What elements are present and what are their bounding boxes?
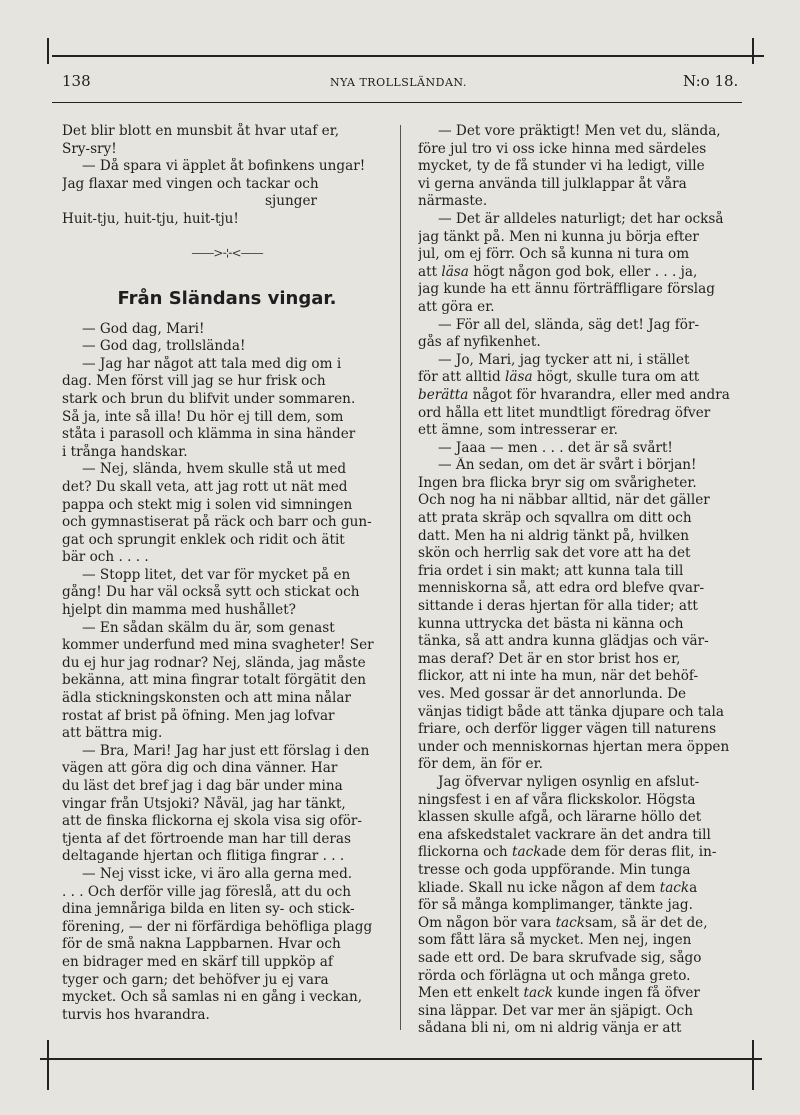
text-line: . . . Och derför ville jag föreslå, att du och bbox=[62, 883, 351, 900]
text-line: Men ett enkelt tack kunde ingen få öfver bbox=[418, 985, 700, 1002]
text-line: ves. Med gossar är det annorlunda. De bbox=[418, 686, 687, 702]
bottom-rule bbox=[40, 1058, 762, 1060]
emphasis: läsa bbox=[441, 263, 469, 280]
text-line: fria ordet i sin makt; att kunna tala till bbox=[418, 562, 684, 579]
text-line: ett ämne, som intresserar er. bbox=[418, 422, 618, 439]
text-line: turvis hos hvarandra. bbox=[62, 1006, 210, 1023]
poem-line: sjunger bbox=[265, 193, 317, 210]
text-line: tänka, så att andra kunna glädjas och vär- bbox=[418, 633, 709, 650]
text-line: ädla stickningskonsten och att mina nålar bbox=[62, 690, 351, 707]
emphasis: tack bbox=[555, 914, 586, 931]
poem-line: Huit-tju, huit-tju, huit-tju! bbox=[62, 210, 239, 227]
text-line: i trånga handskar. bbox=[62, 443, 188, 460]
text-line: — Jag har något att tala med dig om i bbox=[82, 355, 342, 372]
text-line: vi gerna använda till julklappar åt våra bbox=[418, 175, 687, 192]
text-line: att prata skräp och sqvallra om ditt och bbox=[418, 510, 692, 527]
text-line: förening, — der ni förfärdiga behöfliga plagg bbox=[62, 918, 373, 935]
text-line: — En sådan skälm du är, som genast bbox=[82, 619, 335, 636]
text-line: ord hålla ett litet mundtligt föredrag öfver bbox=[418, 404, 711, 421]
left-column-body bbox=[62, 321, 392, 1025]
text-line: jul, om ej förr. Och så kunna ni tura om bbox=[418, 246, 690, 263]
text-line: Och nog ha ni näbbar alltid, när det gäller bbox=[418, 492, 710, 509]
text-line: en bidrager med en skärf till uppköp af bbox=[62, 953, 333, 970]
text-line: vingar från Utsjoki? Nåväl, jag har tänkt, bbox=[62, 795, 346, 812]
emphasis: berätta bbox=[418, 386, 469, 403]
right-column-body bbox=[418, 123, 748, 1038]
text-line: sådana bli ni, om ni aldrig vänja er att bbox=[418, 1020, 682, 1037]
text-line: — Jaaa — men . . . det är så svårt! bbox=[438, 439, 673, 456]
text-line: för de små nakna Lappbarnen. Hvar och bbox=[62, 936, 341, 953]
text-line: sina läppar. Det var mer än sjäpigt. Och bbox=[418, 1002, 694, 1019]
header-rule bbox=[52, 102, 742, 103]
emphasis: tack bbox=[659, 879, 690, 896]
text-line: — Nej, slända, hvem skulle stå ut med bbox=[82, 461, 347, 478]
text-line: för att alltid läsa högt, skulle tura om att bbox=[418, 369, 700, 386]
issue-number: N:o 18. bbox=[683, 72, 739, 90]
text-line: mas deraf? Det är en stor brist hos er, bbox=[418, 650, 681, 667]
text-line: att de finska flickorna ej skola visa sig oför- bbox=[62, 813, 363, 830]
poem-line: Det blir blott en munsbit åt hvar utaf er, bbox=[62, 123, 340, 139]
section-ornament: ——>⊹<—— bbox=[191, 245, 263, 260]
text-line: du läst det bref jag i dag bär under mina bbox=[62, 778, 343, 794]
text-line: — Jo, Mari, jag tycker att ni, i stället bbox=[438, 351, 690, 368]
text-line: det? Du skall veta, att jag rott ut nät med bbox=[62, 478, 348, 495]
journal-title: NYA TROLLSLÄNDAN. bbox=[330, 76, 467, 89]
text-line: menniskorna så, att edra ord blefve qvar- bbox=[418, 580, 705, 597]
emphasis: tack bbox=[512, 844, 542, 861]
text-line: — Det vore präktigt! Men vet du, slända, bbox=[438, 123, 721, 139]
page-number: 138 bbox=[62, 72, 91, 90]
text-line: pappa och stekt mig i solen vid simningen bbox=[62, 496, 353, 513]
crop-mark-right-top bbox=[752, 38, 754, 64]
text-line: vänjas tidigt både att tänka djupare och tala bbox=[418, 703, 724, 720]
text-line: vägen att göra dig och dina vänner. Har bbox=[62, 760, 338, 777]
text-line: bekänna, att mina fingrar totalt förgätit den bbox=[62, 672, 367, 689]
text-line: ståta i parasoll och klämma in sina händer bbox=[62, 426, 356, 443]
text-line: — Det är alldeles naturligt; det har också bbox=[438, 210, 724, 227]
text-line: du ej hur jag rodnar? Nej, slända, jag måste bbox=[62, 654, 366, 671]
text-line: hjelpt din mamma med hushållet? bbox=[62, 602, 296, 619]
text-line: — Nej visst icke, vi äro alla gerna med. bbox=[82, 865, 353, 882]
text-line: klassen skulle afgå, och lärarne höllo det bbox=[418, 809, 702, 826]
crop-mark-right-bottom bbox=[752, 1040, 754, 1090]
text-line: — God dag, Mari! bbox=[82, 320, 205, 337]
text-line: sade ett ord. De bara skrufvade sig, sågo bbox=[418, 949, 702, 966]
text-line: för dem, än för er. bbox=[418, 756, 543, 773]
text-line: för så många komplimanger, tänkte jag. bbox=[418, 897, 693, 914]
text-line: ena afskedstalet vackrare än det andra till bbox=[418, 826, 711, 843]
text-line: att läsa högt någon god bok, eller . . . ja, bbox=[418, 263, 698, 280]
text-line: jag kunde ha ett ännu förträffligare förslag bbox=[418, 281, 715, 298]
text-line: och gymnastiserat på räck och barr och gun- bbox=[62, 514, 372, 531]
top-rule bbox=[52, 55, 764, 57]
text-line: gat och sprungit enklek och ridit och ätit bbox=[62, 531, 345, 548]
text-line: under och menniskornas hjertan mera öppen bbox=[418, 738, 730, 755]
text-line: före jul tro vi oss icke hinna med särdeles bbox=[418, 140, 707, 157]
text-line: jag tänkt på. Men ni kunna ju börja efter bbox=[418, 228, 699, 245]
text-line: närmaste. bbox=[418, 193, 488, 210]
text-line: rörda och förlägna ut och många greto. bbox=[418, 967, 691, 984]
poem-line: Sry-sry! bbox=[62, 140, 117, 157]
text-line: ningsfest i en af våra flickskolor. Högsta bbox=[418, 791, 696, 808]
text-line: tresse och goda uppförande. Min tunga bbox=[418, 861, 691, 878]
text-line: Så ja, inte så illa! Du hör ej till dem, som bbox=[62, 408, 344, 425]
poem-line: — Då spara vi äpplet åt bofinkens ungar! bbox=[82, 158, 366, 175]
text-line: flickorna och tackade dem för deras flit, in- bbox=[418, 844, 717, 861]
column-divider bbox=[400, 125, 401, 1030]
text-line: sittande i deras hjertan för alla tider; att bbox=[418, 598, 698, 615]
text-line: friare, och derför ligger vägen till naturens bbox=[418, 721, 717, 738]
text-line: att bättra mig. bbox=[62, 725, 163, 742]
text-line: berätta något för hvarandra, eller med andra bbox=[418, 386, 730, 403]
text-line: — God dag, trollslända! bbox=[82, 338, 246, 355]
text-line: — Än sedan, om det är svårt i början! bbox=[438, 457, 697, 474]
crop-mark-left-top bbox=[47, 38, 49, 64]
text-line: kunna uttrycka det bästa ni känna och bbox=[418, 615, 684, 632]
text-line: dag. Men först vill jag se hur frisk och bbox=[62, 373, 326, 390]
left-column bbox=[62, 123, 392, 1024]
text-line: Ingen bra flicka bryr sig om svårigheter. bbox=[418, 474, 697, 491]
text-line: flickor, att ni inte ha mun, när det behöf- bbox=[418, 668, 699, 685]
text-line: gång! Du har väl också sytt och stickat och bbox=[62, 584, 360, 601]
article-title: Från Sländans vingar. bbox=[117, 287, 337, 309]
text-line: Jag öfvervar nyligen osynlig en afslut- bbox=[438, 773, 700, 790]
text-line: Om någon bör vara tacksam, så är det de, bbox=[418, 914, 708, 931]
text-line: rostat af brist på öfning. Men jag lofvar bbox=[62, 707, 335, 724]
text-line: dina jemnåriga bilda en liten sy- och stick- bbox=[62, 901, 355, 918]
text-line: mycket. Och så samlas ni en gång i veckan, bbox=[62, 989, 363, 1006]
emphasis: tack bbox=[523, 985, 553, 1002]
text-line: som fått lära så mycket. Men nej, ingen bbox=[418, 932, 692, 949]
text-line: tjenta af det förtroende man har till deras bbox=[62, 830, 351, 847]
text-line: datt. Men ha ni aldrig tänkt på, hvilken bbox=[418, 527, 689, 544]
text-line: skön och herrlig sak det vore att ha det bbox=[418, 545, 691, 562]
text-line: — Stopp litet, det var för mycket på en bbox=[82, 566, 351, 583]
text-line: gås af nyfikenhet. bbox=[418, 334, 541, 351]
text-line: mycket, ty de få stunder vi ha ledigt, ville bbox=[418, 158, 705, 175]
poem-line: Jag flaxar med vingen och tackar och bbox=[62, 175, 319, 192]
text-line: — För all del, slända, säg det! Jag för- bbox=[438, 316, 700, 333]
text-line: deltagande hjertan och flitiga fingrar . . . bbox=[62, 848, 345, 865]
text-line: bär och . . . . bbox=[62, 549, 149, 566]
text-line: kliade. Skall nu icke någon af dem tacka bbox=[418, 879, 698, 896]
text-line: att göra er. bbox=[418, 298, 495, 315]
emphasis: läsa bbox=[505, 369, 533, 386]
text-line: kommer underfund med mina svagheter! Ser bbox=[62, 637, 374, 654]
text-line: stark och brun du blifvit under sommaren. bbox=[62, 390, 356, 407]
crop-mark-left-bottom bbox=[47, 1040, 49, 1090]
text-line: — Bra, Mari! Jag har just ett förslag i den bbox=[82, 742, 370, 759]
right-column bbox=[418, 123, 748, 1038]
text-line: tyger och garn; det behöfver ju ej vara bbox=[62, 971, 329, 988]
